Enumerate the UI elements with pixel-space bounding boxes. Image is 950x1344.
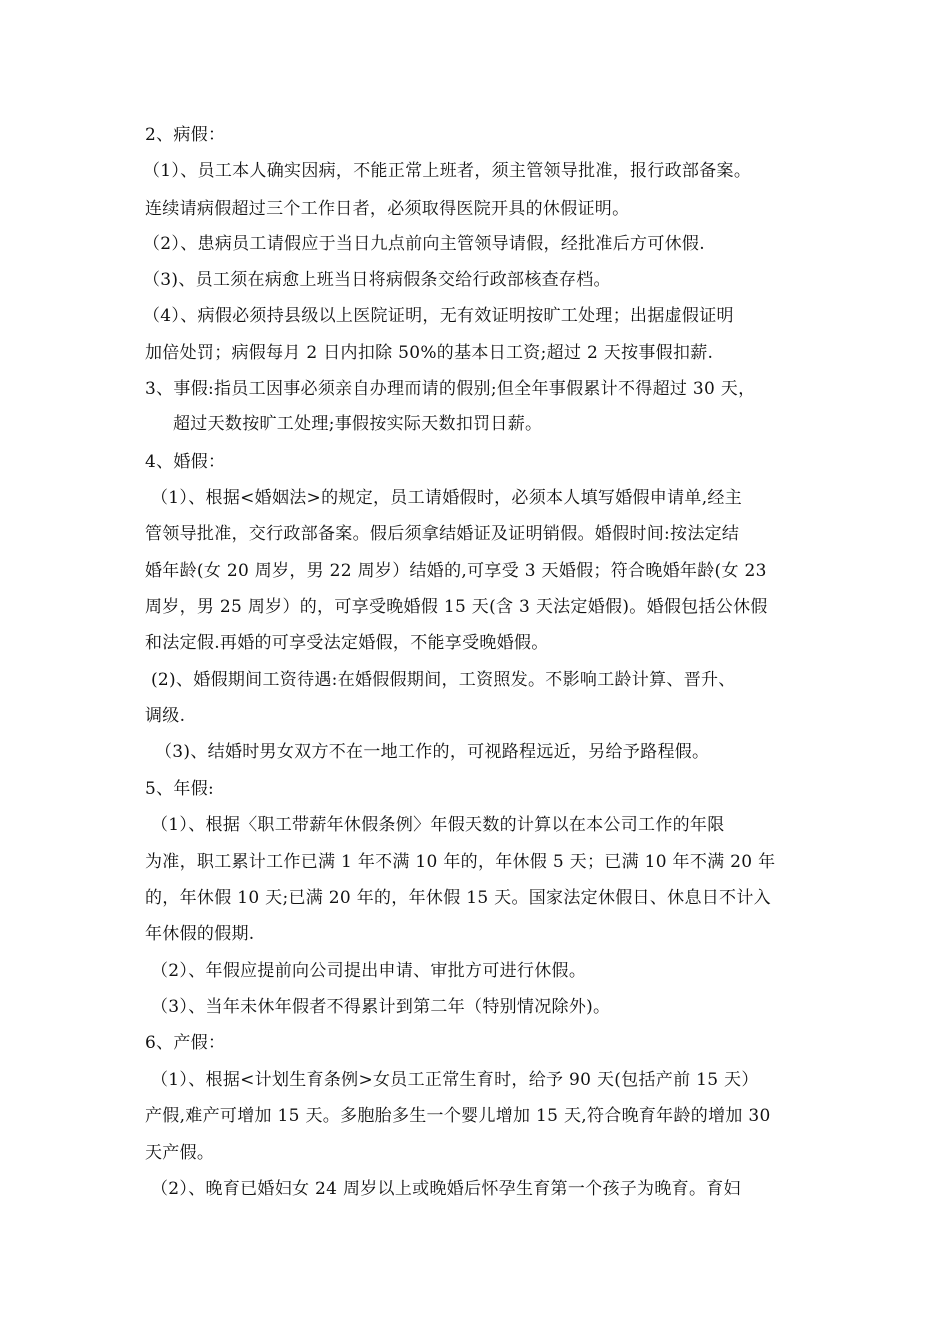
heading-personal-leave: 3、事假:指员工因事必须亲自办理而请的假别;但全年事假累计不得超过 30 天， — [145, 379, 756, 399]
paragraph-line: 周岁，男 25 周岁）的，可享受晚婚假 15 天(含 3 天法定婚假)。婚假包括公休假 — [145, 597, 768, 617]
paragraph-line: 调级. — [145, 706, 186, 726]
paragraph-line: 连续请病假超过三个工作日者，必须取得医院开具的休假证明。 — [145, 199, 630, 219]
paragraph-line: 加倍处罚；病假每月 2 日内扣除 50%的基本日工资;超过 2 天按事假扣薪. — [145, 343, 714, 363]
paragraph-line: 超过天数按旷工处理;事假按实际天数扣罚日薪。 — [173, 414, 543, 434]
paragraph-line: （3)、员工须在病愈上班当日将病假条交给行政部核查存档。 — [143, 270, 611, 290]
paragraph-line: （3）、当年未休年假者不得累计到第二年（特别情况除外)。 — [151, 997, 611, 1017]
paragraph-line: （1）、根据<计划生育条例>女员工正常生育时，给予 90 天(包括产前 15 天） — [151, 1070, 759, 1090]
paragraph-line: （1）、根据<婚姻法>的规定，员工请婚假时，必须本人填写婚假申请单,经主 — [151, 488, 743, 508]
paragraph-line: 婚年龄(女 20 周岁，男 22 周岁）结婚的,可享受 3 天婚假；符合晚婚年龄(女 23 — [145, 561, 767, 581]
paragraph-line: （2）、年假应提前向公司提出申请、审批方可进行休假。 — [151, 961, 587, 981]
paragraph-line: （1）、员工本人确实因病，不能正常上班者，须主管领导批准，报行政部备案。 — [143, 161, 752, 181]
paragraph-line: 年休假的假期. — [145, 924, 255, 944]
heading-sick-leave: 2、病假： — [145, 125, 226, 145]
paragraph-line: 管领导批准，交行政部备案。假后须拿结婚证及证明销假。婚假时间:按法定结 — [145, 524, 740, 544]
heading-annual-leave: 5、年假: — [145, 779, 215, 799]
heading-marriage-leave: 4、婚假： — [145, 452, 226, 472]
paragraph-line: （2）、晚育已婚妇女 24 周岁以上或晚婚后怀孕生育第一个孩子为晚育。育妇 — [151, 1179, 741, 1199]
paragraph-line: 和法定假.再婚的可享受法定婚假，不能享受晚婚假。 — [145, 633, 549, 653]
paragraph-line: 产假,难产可增加 15 天。多胞胎多生一个婴儿增加 15 天,符合晚育年龄的增加 30 — [145, 1106, 771, 1126]
paragraph-line: 的，年休假 10 天;已满 20 年的，年休假 15 天。国家法定休假日、休息日不计入 — [145, 888, 771, 908]
paragraph-line: 为准，职工累计工作已满 1 年不满 10 年的，年休假 5 天；已满 10 年不满 20 年 — [145, 852, 776, 872]
paragraph-line: (2)、婚假期间工资待遇:在婚假假期间，工资照发。不影响工龄计算、晋升、 — [151, 670, 736, 690]
heading-maternity-leave: 6、产假： — [145, 1033, 226, 1053]
paragraph-line: （1）、根据〈职工带薪年休假条例〉年假天数的计算以在本公司工作的年限 — [151, 815, 725, 835]
paragraph-line: （3)、结婚时男女双方不在一地工作的，可视路程远近，另给予路程假。 — [155, 742, 710, 762]
paragraph-line: （4）、病假必须持县级以上医院证明，无有效证明按旷工处理；出据虚假证明 — [143, 306, 734, 326]
paragraph-line: （2）、患病员工请假应于当日九点前向主管领导请假，经批准后方可休假. — [143, 234, 705, 254]
paragraph-line: 天产假。 — [145, 1143, 215, 1163]
